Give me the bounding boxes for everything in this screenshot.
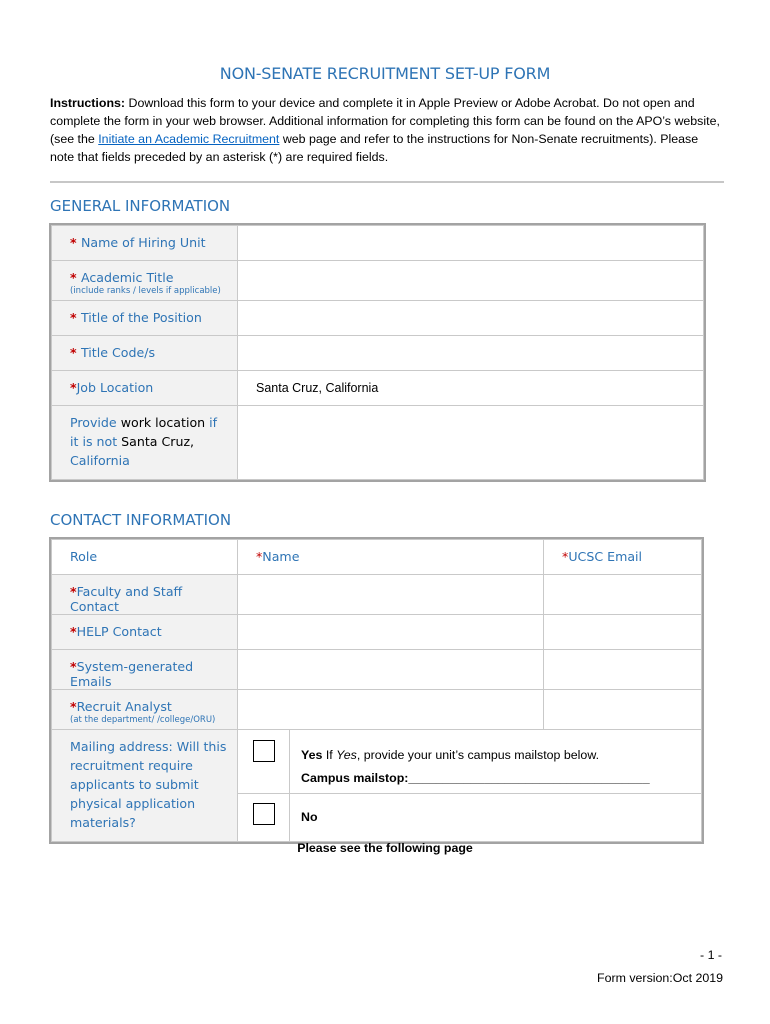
title-codes-label: * Title Code/s	[52, 336, 238, 371]
hiring-unit-field[interactable]	[238, 226, 704, 261]
help-contact-label: *HELP Contact	[52, 615, 238, 650]
page-number: - 1 -	[700, 948, 723, 962]
hiring-unit-label: * Name of Hiring Unit	[52, 226, 238, 261]
title-codes-field[interactable]	[238, 336, 704, 371]
instructions	[50, 94, 722, 166]
academic-title-label: * Academic Title (include ranks / levels if applicable)	[52, 261, 238, 301]
yes-option: Yes If Yes, provide your unit’s campus mailstop below. Campus mailstop:___________________________________	[290, 730, 702, 794]
see-following-page: Please see the following page	[297, 841, 473, 855]
no-option	[290, 794, 702, 842]
yes-checkbox[interactable]	[253, 740, 275, 762]
instructions-text: Download this form to your device and complete it in Apple Preview or Adobe Acrobat. Do not open and complete the form in your web browser. Additional information for completing this form can be found on the APO’s website, (see the	[50, 96, 720, 146]
work-location-label: Provide work location if it is not Santa Cruz, California	[52, 406, 238, 480]
recruit-analyst-hint: (at the department/ /college/ORU)	[70, 715, 216, 725]
mailing-address-question: Mailing address: Will this recruitment require applicants to submit physical application materials?	[52, 730, 238, 842]
academic-title-hint: (include ranks / levels if applicable)	[70, 286, 221, 296]
help-contact-email-field[interactable]	[544, 615, 702, 650]
faculty-staff-contact-name-field[interactable]	[238, 575, 544, 615]
system-emails-name-field[interactable]	[238, 650, 544, 690]
form-title: NON-SENATE RECRUITMENT SET-UP FORM	[219, 64, 551, 83]
divider	[50, 181, 724, 183]
faculty-staff-contact-email-field[interactable]	[544, 575, 702, 615]
role-header: Role	[52, 540, 238, 575]
help-contact-name-field[interactable]	[238, 615, 544, 650]
job-location-label: *Job Location	[52, 371, 238, 406]
yes-checkbox-cell	[238, 730, 290, 794]
contact-information-table	[51, 539, 702, 842]
form-version: Form version:Oct 2019	[597, 971, 724, 985]
system-emails-email-field[interactable]	[544, 650, 702, 690]
yes-label: Yes	[301, 748, 323, 762]
recruit-analyst-email-field[interactable]	[544, 690, 702, 730]
no-checkbox-cell	[238, 794, 290, 842]
job-location-field[interactable]: Santa Cruz, California	[238, 371, 704, 406]
general-information-heading: GENERAL INFORMATION	[50, 197, 231, 215]
name-header: *Name	[238, 540, 544, 575]
contact-information-heading: CONTACT INFORMATION	[50, 511, 232, 529]
campus-mailstop-field[interactable]: Campus mailstop:___________________________________	[301, 771, 650, 785]
general-information-table	[51, 225, 704, 480]
no-label: No	[301, 810, 318, 824]
recruit-analyst-label: *Recruit Analyst (at the department/ /college/ORU)	[52, 690, 238, 730]
academic-title-field[interactable]	[238, 261, 704, 301]
recruit-analyst-name-field[interactable]	[238, 690, 544, 730]
initiate-recruitment-link[interactable]: Initiate an Academic Recruitment	[98, 132, 280, 146]
instructions-text-2: web page and refer to the instructions for Non-Senate recruitments). Please note that fields preceded by an asterisk (*) are required fields.	[50, 132, 699, 164]
email-header: *UCSC Email	[544, 540, 702, 575]
work-location-field[interactable]	[238, 406, 704, 480]
no-checkbox[interactable]	[253, 803, 275, 825]
system-emails-label: *System-generated Emails	[52, 650, 238, 690]
instructions-label: Instructions:	[50, 96, 126, 110]
position-title-field[interactable]	[238, 301, 704, 336]
faculty-staff-contact-label: *Faculty and Staff Contact	[52, 575, 238, 615]
position-title-label: * Title of the Position	[52, 301, 238, 336]
